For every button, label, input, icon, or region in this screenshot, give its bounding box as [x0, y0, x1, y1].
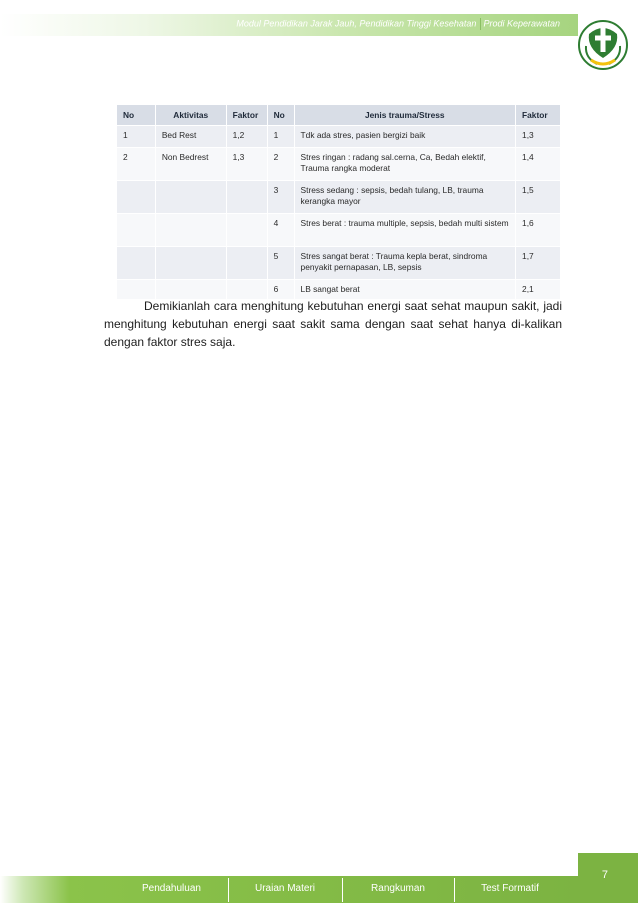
table-row — [117, 214, 561, 247]
cell-no — [117, 214, 156, 247]
col-header-aktivitas: Aktivitas — [155, 105, 226, 126]
cell-no2: 2 — [267, 148, 294, 181]
cell-faktor — [226, 214, 267, 247]
cell-faktor: 1,3 — [226, 148, 267, 181]
cell-no — [117, 181, 156, 214]
col-header-no2: No — [267, 105, 294, 126]
cell-faktor2: 2,1 — [516, 280, 561, 300]
cell-jenis-trauma: Stres berat : trauma multiple, sepsis, bedah multi sistem — [294, 214, 515, 247]
table-row — [117, 247, 561, 280]
tab-test-formatif[interactable]: Test Formatif — [454, 878, 565, 902]
cell-aktivitas — [155, 181, 226, 214]
cell-jenis-trauma: Tdk ada stres, pasien bergizi baik — [294, 126, 515, 148]
cell-faktor2: 1,3 — [516, 126, 561, 148]
tab-uraian-materi[interactable]: Uraian Materi — [228, 878, 341, 902]
cell-faktor2: 1,7 — [516, 247, 561, 280]
page-number: 7 — [601, 869, 608, 881]
header-running-title — [236, 18, 560, 30]
col-header-faktor: Faktor — [226, 105, 267, 126]
col-header-no: No — [117, 105, 156, 126]
cell-jenis-trauma: LB sangat berat — [294, 280, 515, 300]
col-header-faktor2: Faktor — [516, 105, 561, 126]
cell-no: 1 — [117, 126, 156, 148]
table-header-row — [117, 105, 561, 126]
col-header-jenis-trauma: Jenis trauma/Stress — [294, 105, 515, 126]
cell-no2: 5 — [267, 247, 294, 280]
cell-no2: 4 — [267, 214, 294, 247]
module-title: Modul Pendidikan Jarak Jauh, Pendidikan Tinggi Kesehatan — [236, 18, 477, 29]
table-row — [117, 148, 561, 181]
body-paragraph — [104, 297, 562, 351]
stress-factor-table — [116, 104, 561, 300]
cell-jenis-trauma: Stress sedang : sepsis, bedah tulang, LB, trauma kerangka mayor — [294, 181, 515, 214]
cell-aktivitas — [155, 214, 226, 247]
bakti-husada-logo-icon — [575, 16, 631, 74]
header-separator — [480, 18, 481, 30]
tab-rangkuman[interactable]: Rangkuman — [342, 878, 453, 902]
cell-faktor2: 1,4 — [516, 148, 561, 181]
cell-no — [117, 247, 156, 280]
page-number-box — [578, 853, 638, 903]
cell-aktivitas — [155, 247, 226, 280]
cell-aktivitas: Bed Rest — [155, 126, 226, 148]
table-row — [117, 181, 561, 214]
body-paragraph-text: Demikianlah cara menghitung kebutuhan energi saat sehat maupun sakit, jadi menghitung kebutuhan energi saat sakit sama dengan saat sehat hanya di-kalikan dengan faktor stres saja. — [104, 299, 562, 349]
cell-faktor — [226, 181, 267, 214]
cell-no2: 6 — [267, 280, 294, 300]
table-row — [117, 126, 561, 148]
tab-pendahuluan[interactable]: Pendahuluan — [142, 883, 201, 894]
cell-faktor2: 1,5 — [516, 181, 561, 214]
cell-no: 2 — [117, 148, 156, 181]
cell-aktivitas: Non Bedrest — [155, 148, 226, 181]
cell-jenis-trauma: Stres ringan : radang sal.cerna, Ca, Bedah elektif, Trauma rangka moderat — [294, 148, 515, 181]
cell-faktor2: 1,6 — [516, 214, 561, 247]
cell-no2: 1 — [267, 126, 294, 148]
program-name: Prodi Keperawatan — [483, 18, 560, 29]
cell-faktor — [226, 247, 267, 280]
cell-faktor: 1,2 — [226, 126, 267, 148]
cell-no2: 3 — [267, 181, 294, 214]
cell-jenis-trauma: Stres sangat berat : Trauma kepla berat, sindroma penyakit pernapasan, LB, sepsis — [294, 247, 515, 280]
